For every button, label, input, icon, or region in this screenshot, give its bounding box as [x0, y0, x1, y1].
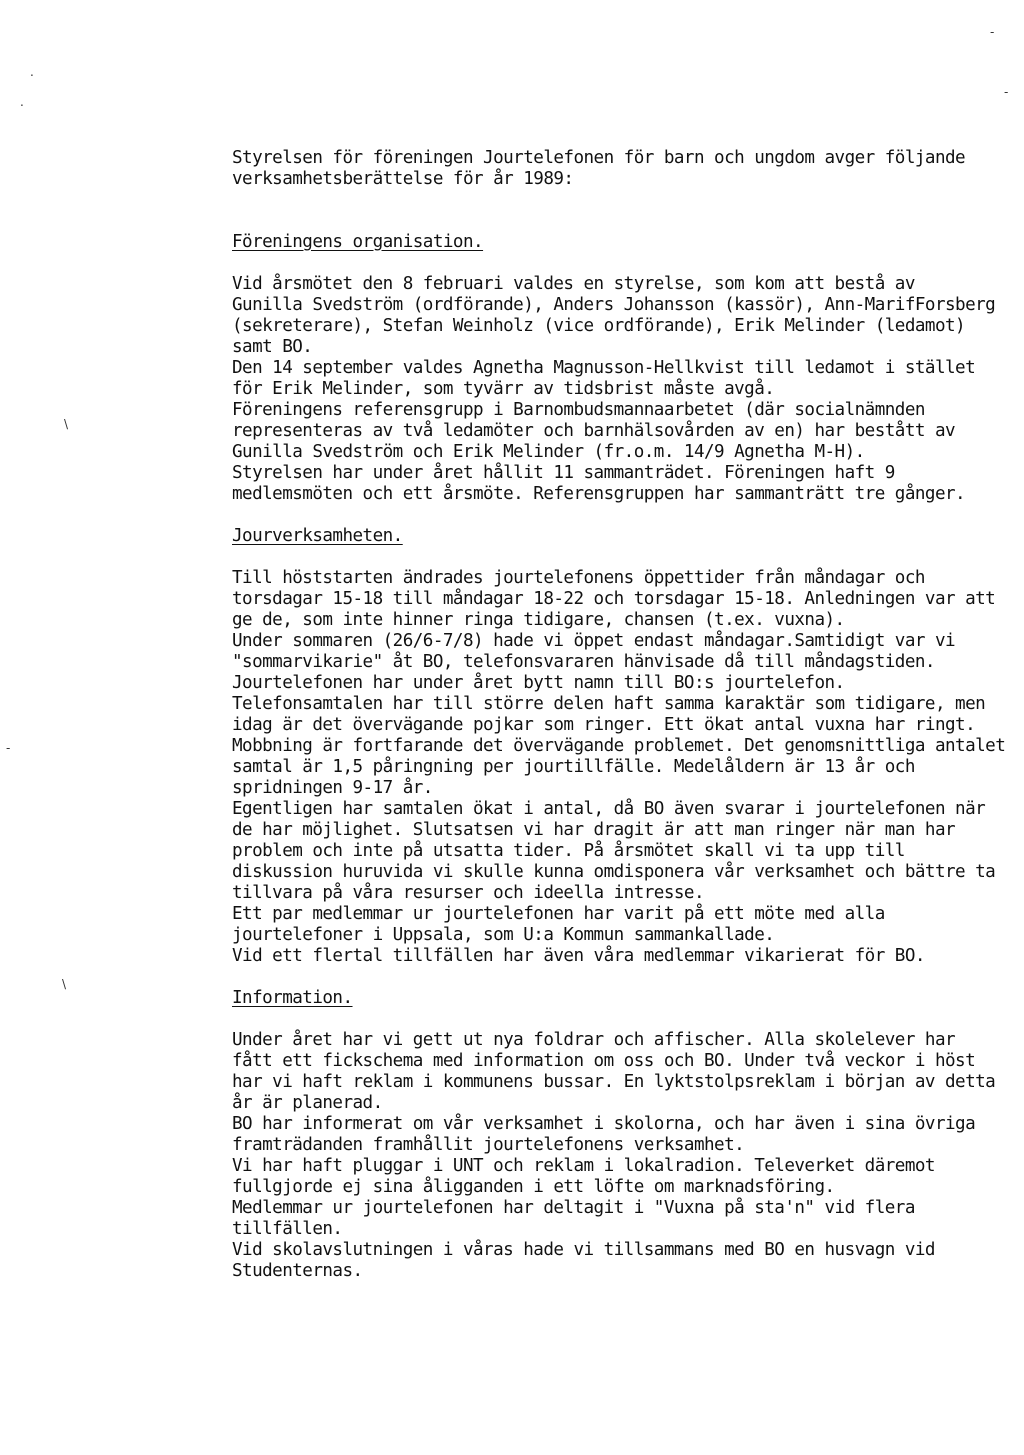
section-body-organisation: [232, 274, 1008, 505]
paragraph: Under året har vi gett ut nya foldrar och affischer. Alla skolelever har fått ett fickschema med information om oss och BO. Under två veckor i höst har vi haft reklam i kommunens bussar. En lyktstolpsreklam i början av detta år är planerad.: [232, 1030, 996, 1113]
paragraph: Egentligen har samtalen ökat i antal, då BO även svarar i jourtelefonen när de har möjlighet. Slutsatsen vi har dragit är att man ringer när man har problem och inte på utsatta tider. På årsmötet skall vi ta upp till diskussion huruvida vi skulle kunna omdisponera vår verksamhet och bättre ta tillvara på våra resurser och ideella intresse.: [232, 799, 996, 903]
paragraph: Föreningens referensgrupp i Barnombudsmannaarbetet (där socialnämnden representeras av två ledamöter och barnhälsovården av en) har bestått av Gunilla Svedström och Erik Melinder (fr.o.m. 14/9 Agnetha M-H).: [232, 400, 956, 462]
paragraph: Telefonsamtalen har till större delen haft samma karaktär som tidigare, men idag är det övervägande pojkar som ringer. Ett ökat antal vuxna har ringt.: [232, 694, 986, 735]
scan-speck: -: [6, 741, 11, 755]
paragraph: Medlemmar ur jourtelefonen har deltagit i "Vuxna på sta'n" vid flera tillfällen.: [232, 1198, 915, 1239]
scan-speck: \: [64, 417, 69, 431]
scan-speck: .: [30, 65, 34, 79]
section-heading-organisation: Föreningens organisation.: [232, 232, 484, 252]
section-body-information: [232, 1030, 1008, 1282]
document-page: [232, 148, 1008, 1282]
intro-paragraph: Styrelsen för föreningen Jourtelefonen för barn och ungdom avger följande verksamhetsberättelse för år 1989:: [232, 148, 966, 189]
paragraph: Ett par medlemmar ur jourtelefonen har varit på ett möte med alla jourtelefoner i Uppsala, som U:a Kommun sammankallade.: [232, 904, 885, 945]
section-heading-information: Information.: [232, 988, 353, 1008]
scan-speck: .: [20, 95, 24, 109]
paragraph: Styrelsen har under året hållit 11 sammanträdet. Föreningen haft 9 medlemsmöten och ett årsmöte. Referensgruppen har sammanträtt tre gånger.: [232, 463, 966, 504]
paragraph: Mobbning är fortfarande det övervägande problemet. Det genomsnittliga antalet samtal är 1,5 påringning per jourtillfälle. Medelåldern är 13 år och spridningen 9-17 år.: [232, 736, 1006, 798]
paragraph: Vid årsmötet den 8 februari valdes en styrelse, som kom att bestå av Gunilla Svedström (ordförande), Anders Johansson (kassör), Ann-MarifForsberg (sekreterare), Stefan Weinholz (vice ordförande), Erik Melinder (ledamot) samt BO.: [232, 274, 996, 357]
paragraph: Den 14 september valdes Agnetha Magnusson-Hellkvist till ledamot i stället för Erik Melinder, som tyvärr av tidsbrist måste avgå.: [232, 358, 976, 399]
scan-speck: -: [1004, 85, 1009, 99]
section-heading-jourverksamheten: Jourverksamheten.: [232, 526, 403, 546]
paragraph: Vid skolavslutningen i våras hade vi tillsammans med BO en husvagn vid Studenternas.: [232, 1240, 935, 1281]
paragraph: Vid ett flertal tillfällen har även våra medlemmar vikarierat för BO.: [232, 946, 925, 966]
scan-speck: \: [62, 977, 67, 991]
paragraph: Jourtelefonen har under året bytt namn till BO:s jourtelefon.: [232, 673, 845, 693]
paragraph: BO har informerat om vår verksamhet i skolorna, och har även i sina övriga framträdanden framhållit jourtelefonens verksamhet.: [232, 1114, 976, 1155]
paragraph: Vi har haft pluggar i UNT och reklam i lokalradion. Televerket däremot fullgjorde ej sina åligganden i ett löfte om marknadsföring.: [232, 1156, 935, 1197]
section-body-jourverksamheten: [232, 568, 1008, 967]
scan-speck: -: [990, 25, 995, 39]
paragraph: Till höststarten ändrades jourtelefonens öppettider från måndagar och torsdagar 15-18 till måndagar 18-22 och torsdagar 15-18. Anledningen var att ge de, som inte hinner ringa tidigare, chansen (t.ex. vuxna).: [232, 568, 996, 630]
paragraph: Under sommaren (26/6-7/8) hade vi öppet endast måndagar.Samtidigt var vi "sommarvikarie" åt BO, telefonsvararen hänvisade då till måndagstiden.: [232, 631, 956, 672]
